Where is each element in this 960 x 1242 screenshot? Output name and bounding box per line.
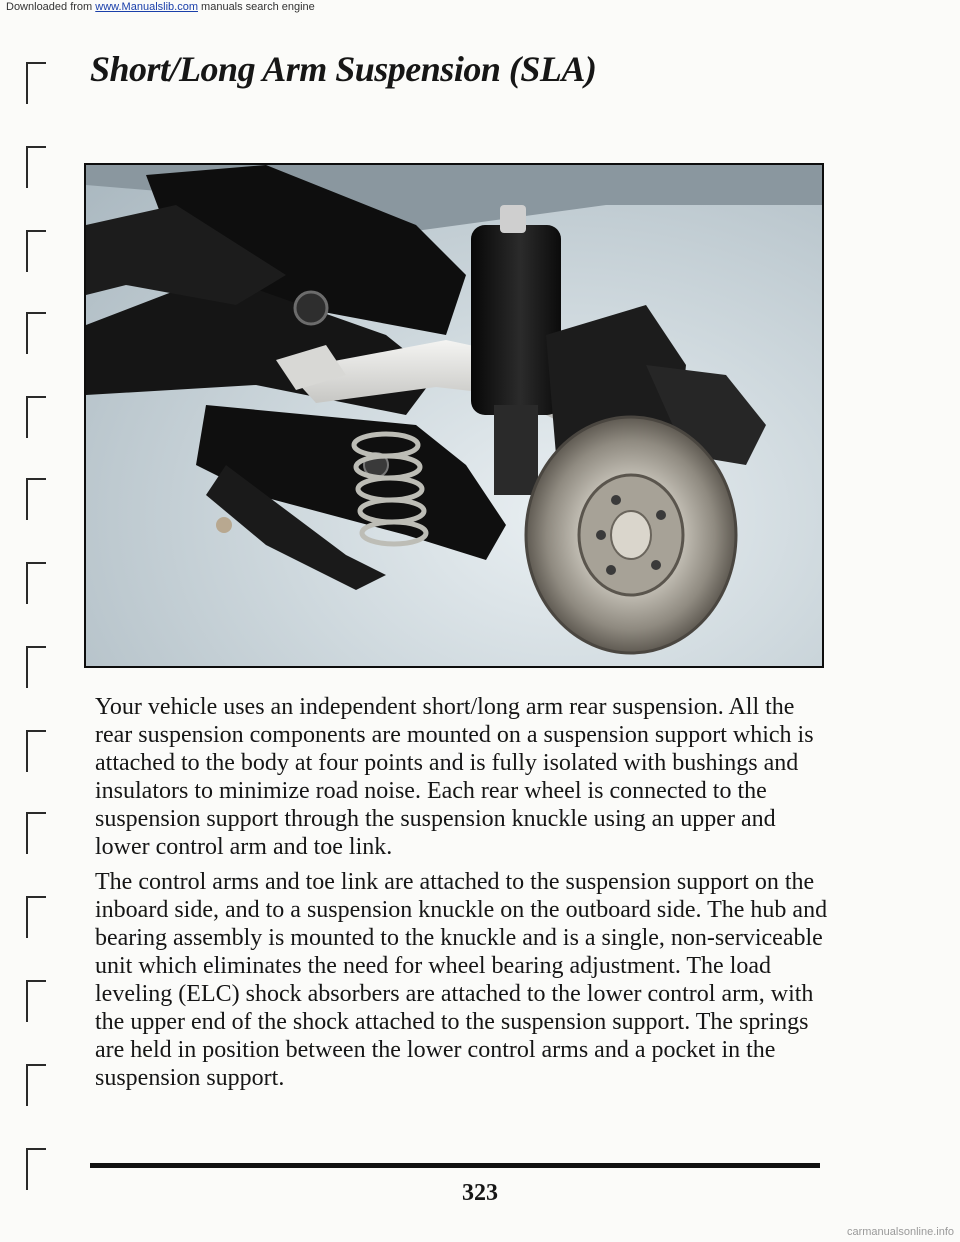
rear-suspension-illustration [86,165,822,666]
crop-mark [26,312,46,354]
paragraph: The control arms and toe link are attached to the suspension support on the inboard side, and to a suspension knuckle on the outboard side. The hub and bearing assembly is mounted to the knuckle and is a single, non-serviceable unit which eliminates the need for wheel bearing adjustment. The load leveling (ELC) shock absorbers are attached to the lower control arm, with the upper end of the shock attached to the suspension support. The springs are held in position between the lower control arms and a pocket in the suspension support. [95,869,828,1091]
shock-top-mount [500,205,526,233]
wheel-stud [606,565,616,575]
page-number: 323 [462,1180,498,1206]
crop-mark [26,812,46,854]
crop-mark [26,896,46,938]
hub-center [611,511,651,559]
crop-mark [26,478,46,520]
wheel-stud [611,495,621,505]
bushing [295,292,327,324]
shock-absorber [471,225,561,415]
body-text [95,693,835,1099]
paragraph: Your vehicle uses an independent short/long arm rear suspension. All the rear suspension components are mounted on a suspension support which is attached to the body at four points and is fully isolated with bushings and insulators to minimize road noise. Each rear wheel is connected to the suspension support through the suspension knuckle using an upper and lower control arm and toe link. [95,694,814,860]
crop-mark [26,730,46,772]
crop-mark [26,230,46,272]
crop-mark [26,646,46,688]
binding-crop-marks [0,0,60,1242]
crop-mark [26,562,46,604]
crop-mark [26,1064,46,1106]
crop-mark [26,980,46,1022]
bushing-bolt [216,517,232,533]
page-title: Short/Long Arm Suspension (SLA) [90,49,597,89]
crop-mark [26,396,46,438]
shock-body [494,405,538,495]
crop-mark [26,62,46,104]
banner-suffix: manuals search engine [201,1,315,13]
wheel-stud [651,560,661,570]
watermark: carmanualsonline.info [846,1226,954,1238]
manualslib-link[interactable]: www.Manualslib.com [95,1,198,13]
download-banner [0,0,960,14]
banner-prefix: Downloaded from [6,1,93,13]
suspension-photo [84,163,824,668]
footer-rule [90,1163,820,1168]
wheel-stud [596,530,606,540]
crop-mark [26,146,46,188]
wheel-stud [656,510,666,520]
